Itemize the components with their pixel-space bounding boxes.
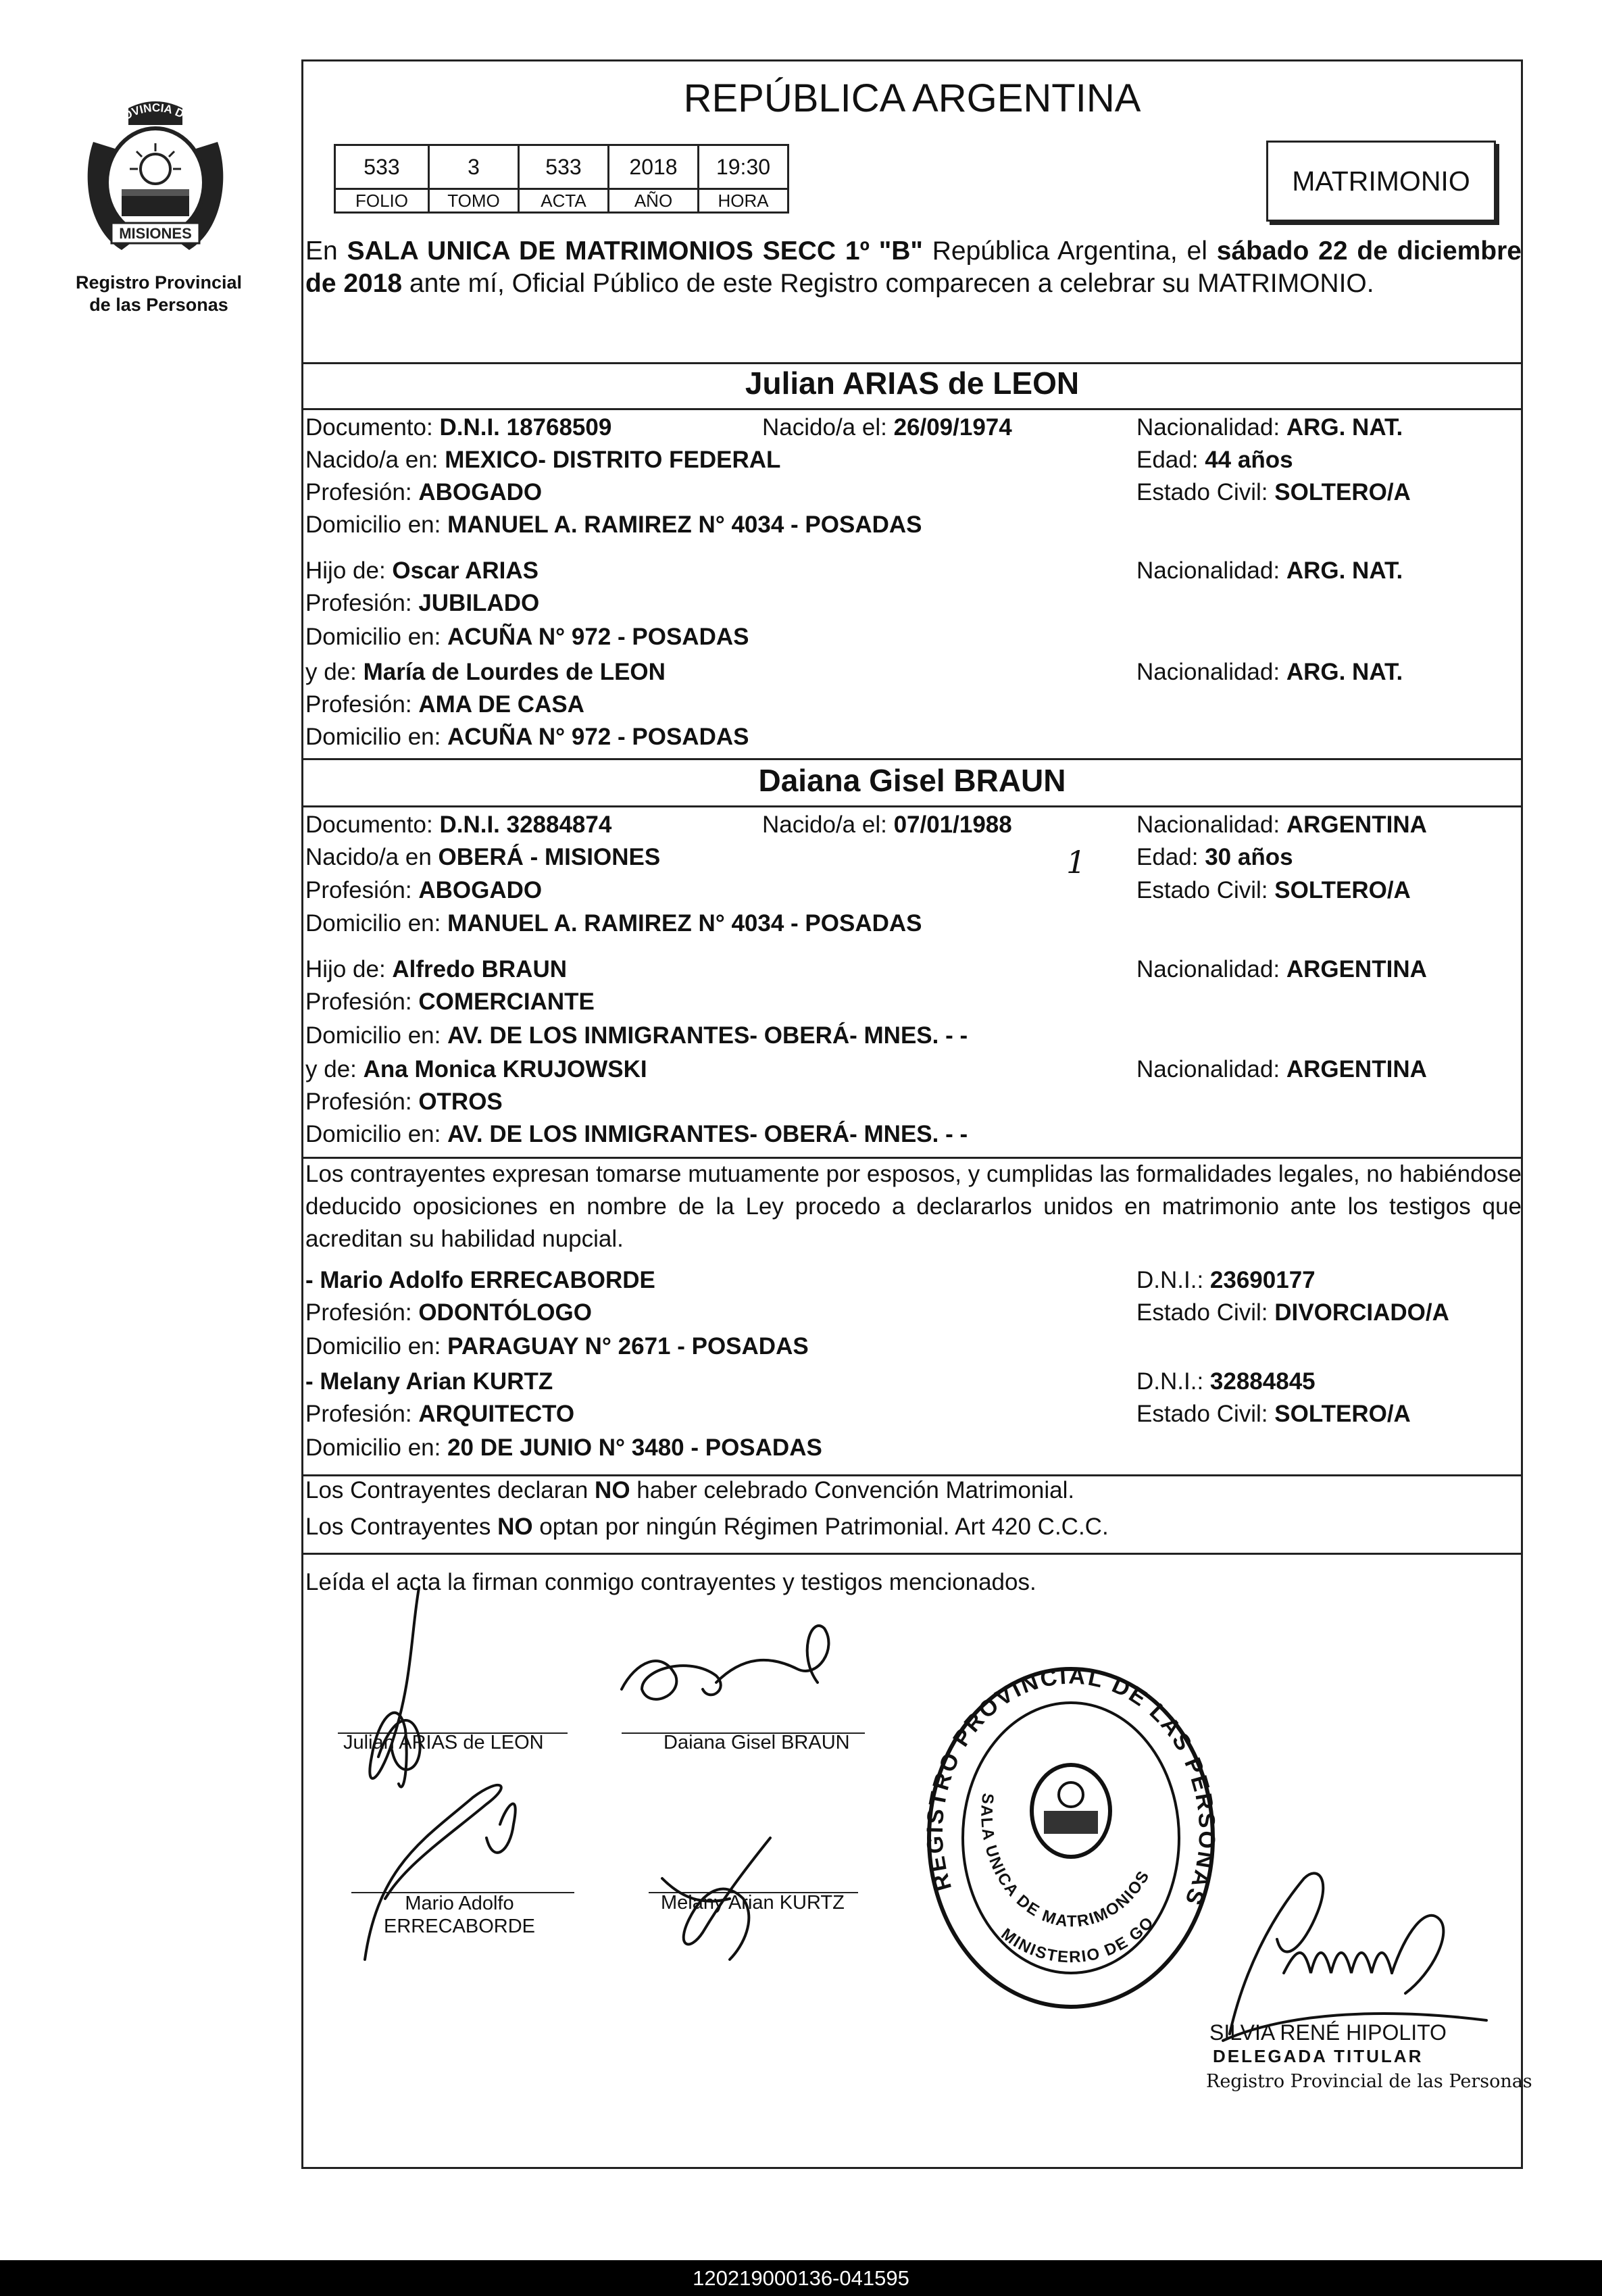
value: ARGENTINA	[1286, 956, 1427, 982]
value: ACUÑA N° 972 - POSADAS	[447, 724, 749, 750]
folio-label: FOLIO	[335, 189, 429, 213]
stamp-bottom-text: MINISTERIO DE GOBIERNO	[901, 1628, 1158, 1967]
label: Profesión:	[305, 877, 419, 903]
label: Nacido/a el:	[762, 414, 894, 441]
value: ARGENTINA	[1286, 812, 1427, 838]
spouse1-born-in	[305, 447, 780, 474]
spouse2-born-on	[762, 812, 1012, 839]
value: 30 años	[1205, 844, 1293, 870]
value: 07/01/1988	[893, 812, 1012, 838]
spouse1-mother-address	[305, 724, 749, 751]
label: Profesión:	[305, 691, 419, 718]
label: Nacionalidad:	[1136, 956, 1286, 982]
label: Nacionalidad:	[1136, 1056, 1286, 1082]
label: Nacionalidad:	[1136, 812, 1286, 838]
spouse1-mother	[305, 659, 666, 686]
label: Domicilio en:	[305, 511, 448, 538]
line2: ERRECABORDE	[384, 1916, 535, 1937]
value: MEXICO- DISTRITO FEDERAL	[445, 447, 781, 473]
divider	[301, 1474, 1523, 1476]
divider	[301, 1553, 1523, 1555]
label: Estado Civil:	[1136, 877, 1275, 903]
label: Profesión:	[305, 1089, 419, 1115]
tomo-label: TOMO	[429, 189, 519, 213]
label: Documento:	[305, 812, 440, 838]
label: Hijo de:	[305, 956, 393, 982]
official-office: Registro Provincial de las Personas	[1206, 2071, 1532, 2092]
label: Profesión:	[305, 1401, 419, 1427]
value: ABOGADO	[418, 479, 543, 505]
witness2-dni	[1136, 1368, 1316, 1395]
spouse2-profession	[305, 877, 542, 904]
spouse2-address	[305, 910, 922, 937]
value: D.N.I. 18768509	[439, 414, 612, 441]
value: - Mario Adolfo ERRECABORDE	[305, 1267, 655, 1293]
label: Domicilio en:	[305, 1434, 448, 1461]
spouse1-name: Julian ARIAS de LEON	[745, 366, 1080, 401]
reference-table	[334, 144, 789, 214]
stamp-ring-text: REGISTRO PROVINCIAL DE LAS PERSONAS	[922, 1663, 1220, 1911]
line1: Mario Adolfo	[405, 1893, 514, 1914]
value: Oscar ARIAS	[392, 557, 539, 584]
value: 20 DE JUNIO N° 3480 - POSADAS	[447, 1434, 822, 1461]
label: Profesión:	[305, 1299, 419, 1326]
spouse2-father-profession	[305, 989, 595, 1016]
value: ABOGADO	[418, 877, 543, 903]
label: Domicilio en:	[305, 910, 448, 937]
footer-code: 120219000136-041595	[0, 2260, 1602, 2296]
label: Domicilio en:	[305, 1022, 448, 1049]
intro-paragraph	[305, 235, 1522, 300]
divider	[301, 805, 1523, 807]
spouse1-mother-nationality	[1136, 659, 1403, 686]
value: - Melany Arian KURTZ	[305, 1368, 553, 1395]
anio-value: 2018	[609, 145, 699, 189]
value: SOLTERO/A	[1274, 877, 1411, 903]
value: AV. DE LOS INMIGRANTES- OBERÁ- MNES. - -	[447, 1022, 968, 1049]
label: Domicilio en:	[305, 624, 448, 650]
witness1-profession	[305, 1299, 592, 1326]
label: Domicilio en:	[305, 1121, 448, 1147]
spouse1-age	[1136, 447, 1293, 474]
label: Profesión:	[305, 590, 419, 616]
convention-line-1	[305, 1477, 1074, 1504]
value: MANUEL A. RAMIREZ N° 4034 - POSADAS	[447, 511, 922, 538]
label: Documento:	[305, 414, 440, 441]
value: ARQUITECTO	[418, 1401, 575, 1427]
value: Ana Monica KRUJOWSKI	[363, 1056, 647, 1082]
label: Nacionalidad:	[1136, 659, 1286, 685]
anio-label: AÑO	[609, 189, 699, 213]
value: 26/09/1974	[893, 414, 1012, 441]
spouse1-address	[305, 511, 922, 539]
value: María de Lourdes de LEON	[363, 659, 666, 685]
convention-line-2	[305, 1514, 1109, 1541]
tomo-value: 3	[429, 145, 519, 189]
handwritten-signatures	[324, 1581, 932, 2000]
spouse2-mother-profession	[305, 1089, 503, 1116]
spouse2-age	[1136, 844, 1293, 871]
hora-value: 19:30	[699, 145, 789, 189]
emphasis: NO	[595, 1477, 630, 1503]
official-name: SILVIA RENÉ HIPOLITO	[1209, 2020, 1447, 2045]
spouse2-father-address	[305, 1022, 968, 1049]
value: OBERÁ - MISIONES	[438, 844, 661, 870]
signature-name-2: Daiana Gisel BRAUN	[664, 1732, 850, 1753]
spouse1-document	[305, 414, 611, 441]
witness2-civil-status	[1136, 1401, 1411, 1428]
value: 32884845	[1209, 1368, 1316, 1395]
text: optan por ningún Régimen Patrimonial. Art 420 C.C.C.	[532, 1514, 1109, 1540]
seal-text-bottom: MISIONES	[119, 225, 192, 242]
text: Los Contrayentes declaran	[305, 1477, 595, 1503]
text: haber celebrado Convención Matrimonial.	[630, 1477, 1075, 1503]
registry-name-line1: Registro Provincial	[75, 272, 243, 293]
value: 23690177	[1209, 1267, 1316, 1293]
label: Profesión:	[305, 479, 419, 505]
witness2-profession	[305, 1401, 574, 1428]
value: ARGENTINA	[1286, 1056, 1427, 1082]
label: Nacido/a el:	[762, 812, 894, 838]
spouse2-born-in	[305, 844, 660, 871]
closing-statement: Leída el acta la firman conmigo contrayentes y testigos mencionados.	[305, 1569, 1036, 1595]
value: COMERCIANTE	[418, 989, 595, 1015]
label: Nacido/a en	[305, 844, 439, 870]
hora-label: HORA	[699, 189, 789, 213]
margin-mark: 1	[1066, 844, 1086, 880]
spouse2-name: Daiana Gisel BRAUN	[758, 763, 1066, 798]
registry-name-line2: de las Personas	[89, 295, 228, 315]
spouse1-civil-status	[1136, 479, 1411, 506]
intro-text-2: República Argentina, el	[922, 236, 1217, 266]
value: AV. DE LOS INMIGRANTES- OBERÁ- MNES. - -	[447, 1121, 968, 1147]
acta-label: ACTA	[519, 189, 609, 213]
spouse1-father-nationality	[1136, 557, 1403, 584]
label: D.N.I.:	[1136, 1267, 1210, 1293]
spouse2-document	[305, 812, 611, 839]
label: D.N.I.:	[1136, 1368, 1210, 1395]
spouse1-father-profession	[305, 590, 539, 617]
spouse2-civil-status	[1136, 877, 1411, 904]
acta-value: 533	[519, 145, 609, 189]
spouse1-father	[305, 557, 539, 584]
intro-date: sábado 22 de diciembre de 2018	[305, 236, 1522, 298]
value: ACUÑA N° 972 - POSADAS	[447, 624, 749, 650]
value: ARG. NAT.	[1286, 557, 1403, 584]
value: 44 años	[1205, 447, 1293, 473]
signature-name-1: Julian ARIAS de LEON	[343, 1732, 544, 1753]
value: PARAGUAY N° 2671 - POSADAS	[447, 1333, 809, 1359]
label: Nacido/a en:	[305, 447, 445, 473]
value: ARG. NAT.	[1286, 414, 1403, 441]
value: AMA DE CASA	[418, 691, 584, 718]
value: Alfredo BRAUN	[392, 956, 568, 982]
spouse2-father-nationality	[1136, 956, 1427, 983]
stamp-inner-text: SALA UNICA DE MATRIMONIOS	[977, 1792, 1154, 1931]
label: y de:	[305, 659, 364, 685]
divider	[301, 362, 1523, 364]
spouse1-born-on	[762, 414, 1012, 441]
value: MANUEL A. RAMIREZ N° 4034 - POSADAS	[447, 910, 922, 937]
label: Nacionalidad:	[1136, 557, 1286, 584]
document-type-box: MATRIMONIO	[1266, 141, 1496, 222]
page-title: REPÚBLICA ARGENTINA	[683, 76, 1141, 120]
seal-text-top: PROVINCIA DE	[106, 101, 194, 133]
registry-name	[41, 272, 277, 316]
value: SOLTERO/A	[1274, 479, 1411, 505]
value: OTROS	[418, 1089, 503, 1115]
witness1-dni	[1136, 1267, 1316, 1294]
label: Estado Civil:	[1136, 1299, 1275, 1326]
label: Nacionalidad:	[1136, 414, 1286, 441]
intro-text-1: En	[305, 236, 347, 266]
witness2-address	[305, 1434, 822, 1462]
text: Los Contrayentes	[305, 1514, 498, 1540]
value: SOLTERO/A	[1274, 1401, 1411, 1427]
emphasis: NO	[497, 1514, 533, 1540]
label: Domicilio en:	[305, 1333, 448, 1359]
declaration-paragraph: Los contrayentes expresan tomarse mutuamente por esposos, y cumplidas las formalidades legales, no habiéndose deducido oposiciones en nombre de la Ley procedo a declararlos unidos en matrimonio ante los testigos que acreditan su habilidad nupcial.	[305, 1161, 1522, 1252]
spouse1-mother-profession	[305, 691, 584, 718]
label: Edad:	[1136, 447, 1205, 473]
spouse2-mother-address	[305, 1121, 968, 1148]
value: JUBILADO	[418, 590, 540, 616]
label: y de:	[305, 1056, 364, 1082]
witness1-civil-status	[1136, 1299, 1449, 1326]
spouse2-nationality	[1136, 812, 1427, 839]
label: Profesión:	[305, 989, 419, 1015]
official-stamp	[901, 1628, 1233, 2020]
witness2-name	[305, 1368, 553, 1395]
label: Hijo de:	[305, 557, 393, 584]
value: D.N.I. 32884874	[439, 812, 612, 838]
label: Estado Civil:	[1136, 1401, 1275, 1427]
folio-value: 533	[335, 145, 429, 189]
spouse2-father	[305, 956, 567, 983]
value: DIVORCIADO/A	[1274, 1299, 1449, 1326]
divider	[301, 758, 1523, 760]
intro-place: SALA UNICA DE MATRIMONIOS SECC 1º "B"	[347, 236, 923, 266]
value: ARG. NAT.	[1286, 659, 1403, 685]
witness1-name	[305, 1267, 655, 1294]
spouse1-profession	[305, 479, 542, 506]
divider	[301, 408, 1523, 410]
spouse1-nationality	[1136, 414, 1403, 441]
witness1-address	[305, 1333, 809, 1360]
signature-name-4: Melany Arian KURTZ	[661, 1892, 845, 1914]
label: Estado Civil:	[1136, 479, 1275, 505]
label: Edad:	[1136, 844, 1205, 870]
label: Domicilio en:	[305, 724, 448, 750]
registry-seal	[74, 95, 236, 264]
official-title: DELEGADA TITULAR	[1213, 2046, 1424, 2066]
spouse2-mother-nationality	[1136, 1056, 1427, 1083]
intro-text-3: ante mí, Oficial Público de este Registro comparecen a celebrar su MATRIMONIO.	[402, 269, 1374, 298]
value: ODONTÓLOGO	[418, 1299, 592, 1326]
spouse1-father-address	[305, 624, 749, 651]
spouse2-mother	[305, 1056, 647, 1083]
